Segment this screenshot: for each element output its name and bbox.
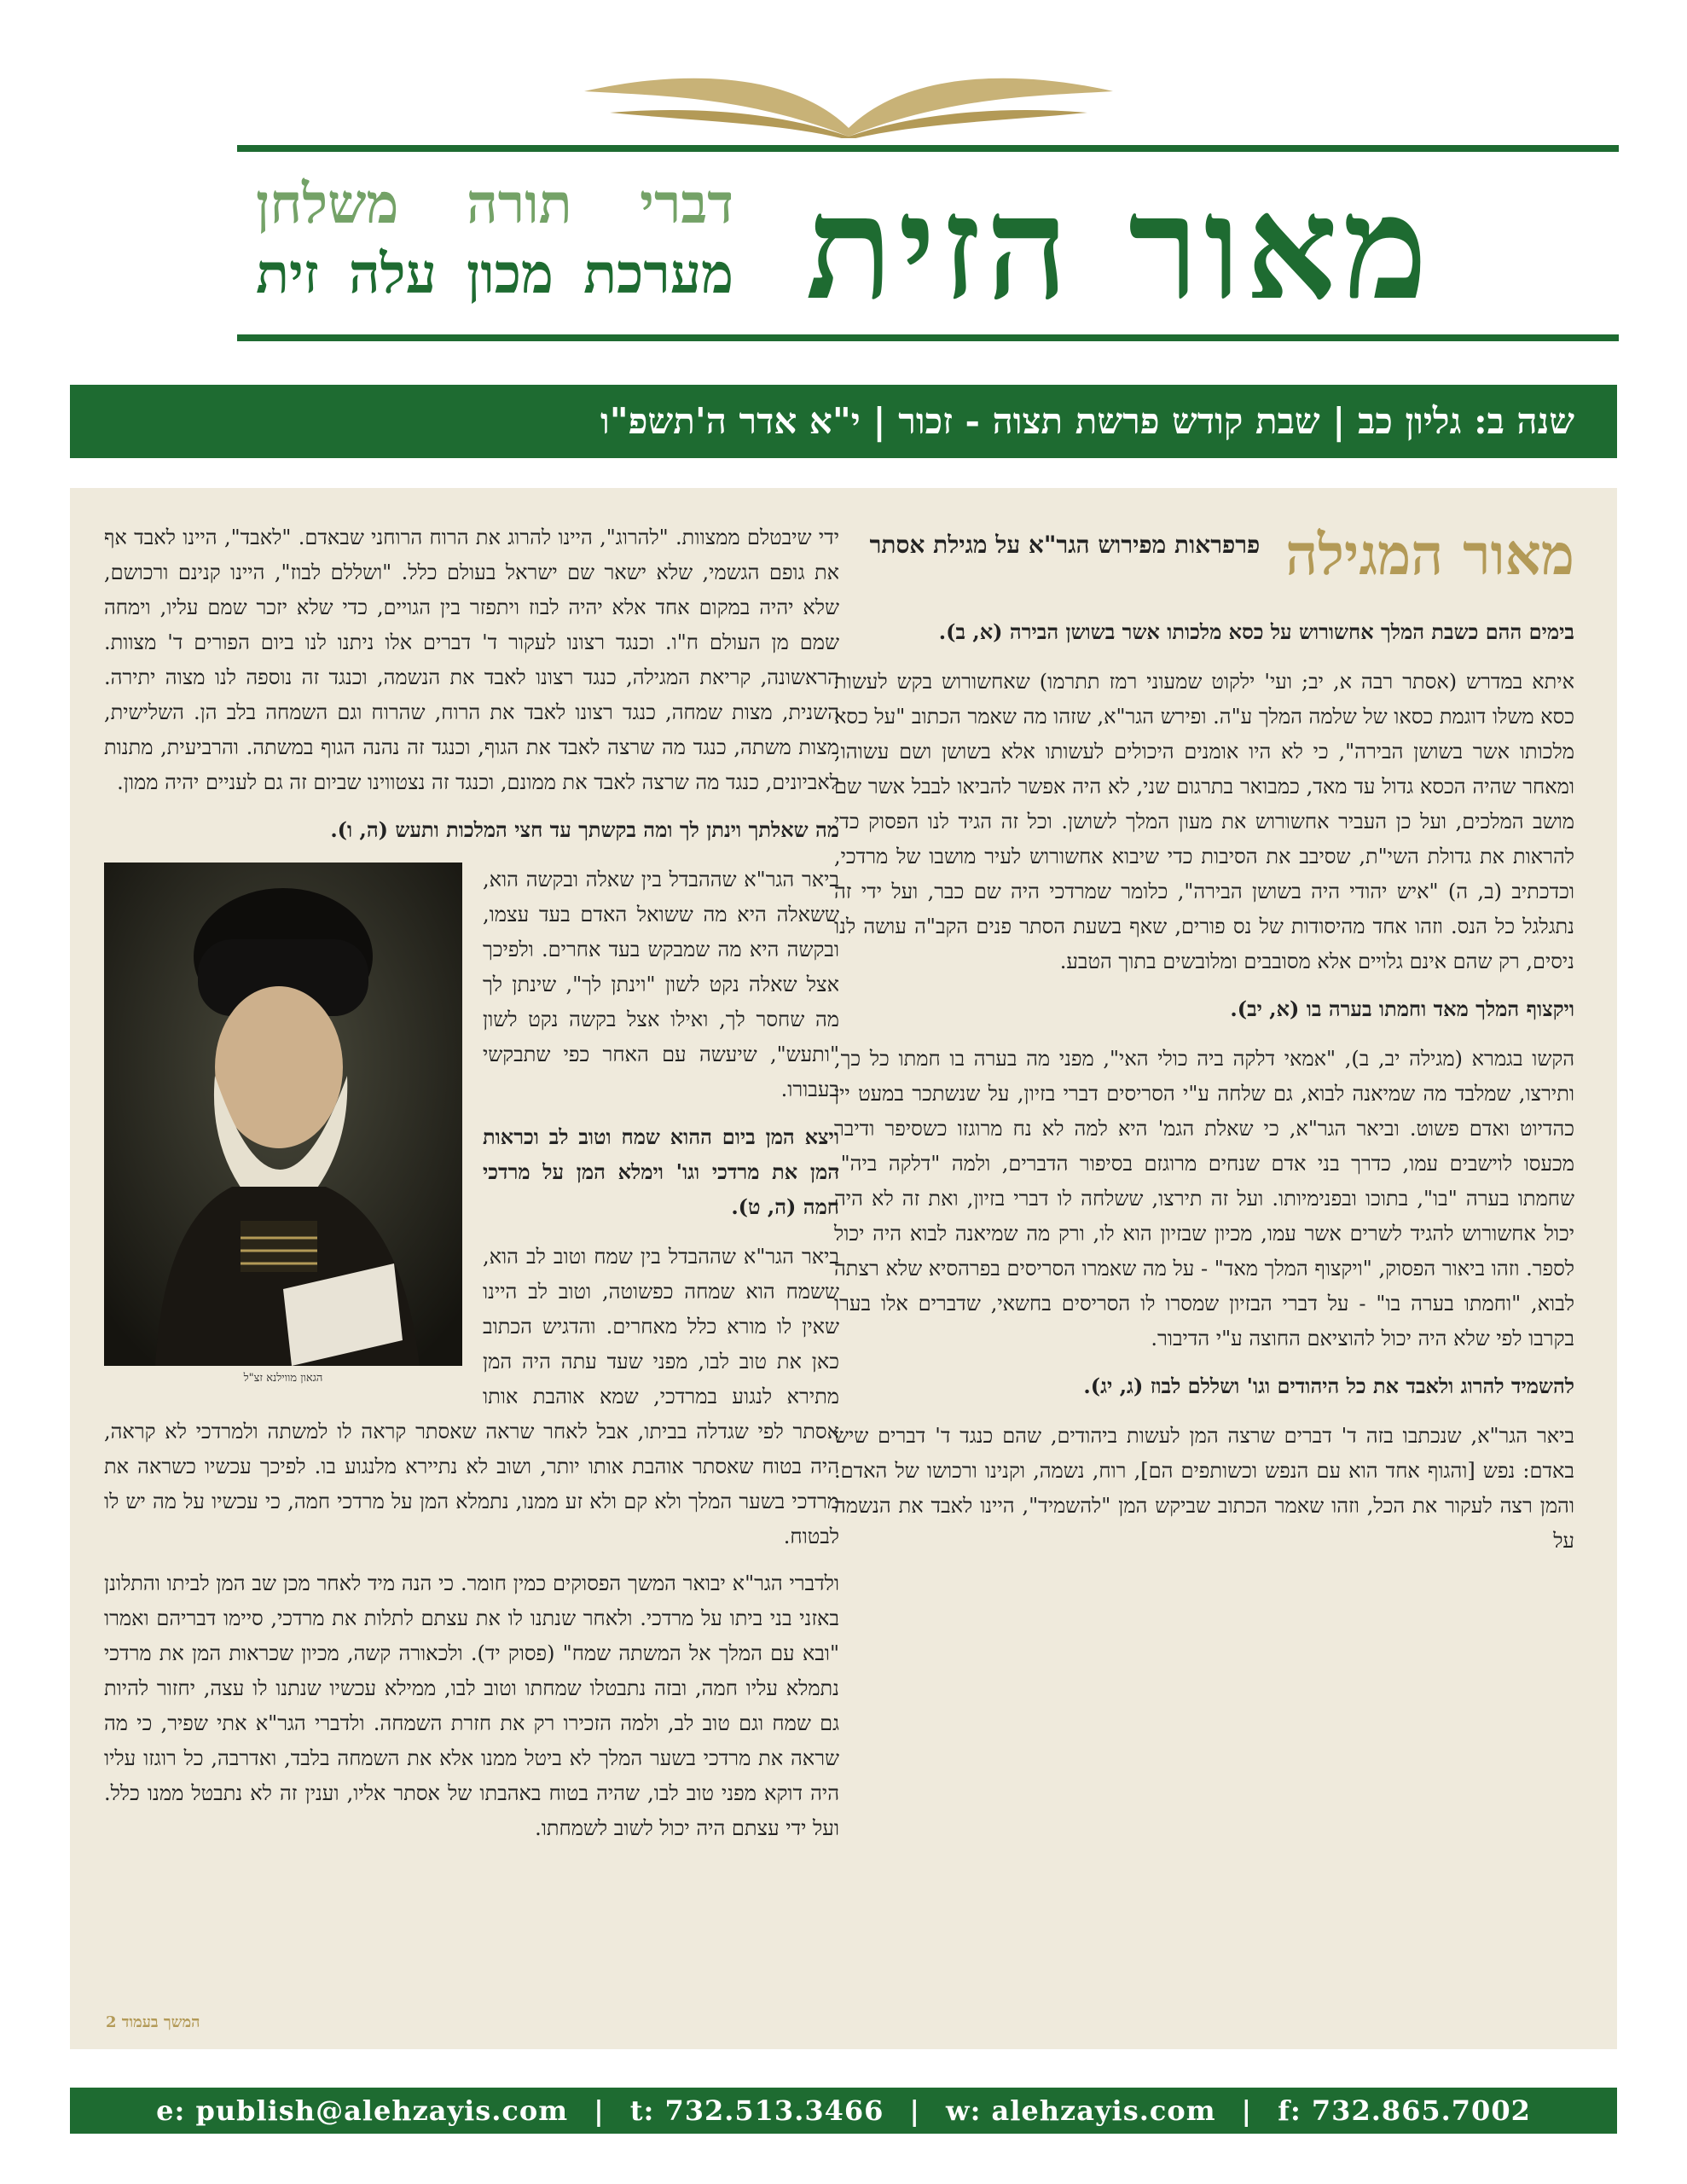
verse-heading: בימים ההם כשבת המלך אחשורוש על כסא מלכותו אשר בשושן הבירה (א, ב). (938, 619, 1574, 644)
left-column (104, 520, 839, 1858)
issue-banner: שנה ב: גליון כב | שבת קודש פרשת תצוה - זכור | י"א אדר ה'תשפ"ו (70, 385, 1617, 458)
paragraph: ידי שיבטלם ממצוות. "להרוג", היינו להרוג את הרוח הרוחני שבאדם. "לאבד", היינו לאבד אף את גופם הגשמי, שלא ישאר שם ישראל בעולם כלל. "ושללם לבוז", היינו קנינם ורכושם, שלא יהיה במקום אחד אלא יהיה לבוז ויתפזר בין הגויים, כדי שלא יזכר שמם עליו, וימחה שמם מן העולם ח"ו. וכנגד רצונו לעקור ד' דברים אלו ניתנו לנו ביום הפורים ד' מצוות. הראשונה, קריאת המגילה, כנגד רצונו לאבד את הנשמה, וכנגד זה נוספה לנו מצוה יתירה. השנית, מצות שמחה, כנגד רצונו לאבד את הרוח, שהרוח וגם השמחה בלב הן. השלישית, מצות משתה, כנגד מה שרצה לאבד את הגוף, וכנגד זה נהנה הגוף במשתה. והרביעית, מתנות לאביונים, כנגד מה שרצה לאבד את ממונם, וכנגד זה נצטווינו שביום זה גם לעניים יהיה ממון. (104, 526, 839, 794)
paragraph: ביאר הגר"א שההבדל בין שמח וטוב לב הוא, ששמח הוא שמחה כפשוטה, וטוב לב היינו שאין לו מורא כלל מאחרים. והדגיש הכתוב כאן את טוב לבו, מפני שעד עתה היה המן מתירא לנגוע במרדכי, שמא אוהבת אותו אסתר לפי שגדלה בביתו, אבל לאחר שראה שאסתר קראה לו למשתה ולמרדכי לא קראה, היה בטוח שאסתר אוהבת אותו יותר, ושוב לא נתיירא מלנגוע בו. לפיכך עכשיו כשראה את מרדכי בשער המלך ולא קם ולא זע ממנו, נתמלא המן על מרדכי חמה, כי עכשיו על מה יש לו לבטוח. (104, 1245, 840, 1548)
right-column (834, 520, 1574, 1571)
bottom-rule (237, 334, 1619, 341)
section-intro: פרפראות מפירוש הגר"א על מגילת אסתר (869, 531, 1261, 559)
portrait-image (104, 863, 462, 1391)
paragraph: איתא במדרש (אסתר רבה א, יב; ועי' ילקוט שמעוני רמז תתרמו) שאחשורוש בקש לעשות כסא משלו דוגמת כסאו של שלמה המלך ע"ה. ופירש הגר"א, שזהו מה שאמר הכתוב "על כסא מלכותו אשר בשושן הבירה", כי לא היו אומנים היכולים לעשותו אלא בשושן ושם עשוהו, ומאחר שהיה הכסא גדול עד מאד, כמבואר בתרגום שני, לא היה אפשר להביאו לבבל אשר שם מושב המלכים, ועל כן העביר אחשורוש את מעון המלך לשושן. וכל זה הגיד לנו הפסוק כדי להראות את גדולת השי"ת, שסיבב את הסיבות כדי שיבוא אחשורוש לעיר מושבו של מרדכי, וכדכתיב (ב, ה) "איש יהודי היה בשושן הבירה", כלומר שמרדכי היה שם כבר, ועל ידי זה נתגלגל כל הנס. וזהו אחד מהיסודות של נס פורים, שאף בשעת הסתר פנים הקב"ה עושה לנו ניסים, רק שהם אינם גלויים אלא מסובבים ומלובשים בתוך הטבע. (834, 670, 1574, 973)
contact-footer: e: publish@alehzayis.com | t: 732.513.3466 | w: alehzayis.com | f: 732.865.7002 (70, 2088, 1617, 2134)
section-title: מאור המגילה (1285, 521, 1574, 588)
tagline-line-1: דברי תורה משלחן (256, 172, 733, 236)
paragraph: ביאר הגר"א, שנכתבו בזה ד' דברים שרצה המן לעשות ביהודים, שהם כנגד ד' דברים שיש באדם: נפש [והגוף אחד הוא עם הנפש וכשותפים הם], רוח, נשמה, וקנינו ורכושו של האדם. והמן רצה לעקור את הכל, וזהו שאמר הכתוב שביקש המן "להשמיד", היינו לאבד את הנשמה על (834, 1424, 1575, 1553)
verse-heading: ויצא המן ביום ההוא שמח וטוב לב וכראות המן את מרדכי וגו' וימלא המן על מרדכי חמה (ה, ט). (483, 1124, 839, 1219)
verse-heading: להשמיד להרוג ולאבד את כל היהודים וגו' ושללם לבוז (ג, יג). (1083, 1374, 1574, 1398)
masthead-title: מאור הזית (805, 163, 1433, 332)
vilna-gaon-portrait-icon (104, 863, 462, 1366)
top-rule (237, 145, 1619, 152)
paragraph: הקשו בגמרא (מגילה יב, ב), "אמאי דלקה ביה כולי האי", מפני מה בערה בו חמתו כל כך, ותירצו, שמלבד מה שמיאנה לבוא, גם שלחה ע"י הסריסים דברי בזיון, על שנשתכר במעט יין כהדיוט ואדם פשוט. וביאר הגר"א, כי שאלת הגמ' היא למה לא נח מרוגזו כשסיפר ודיבר מכעסו לוישבים עמו, כדרך בני אדם שנחים מרוגזם בסיפור הדברים, ולמה "דלקה ביה", שחמתו בערה "בו", בתוכו ובפנימיותו. ועל זה תירצו, ששלחה לו דברי בזיון, ואת זה לא היה יכול אחשורוש להגיד לשרים אשר עמו, מכיון שבזיון הוא לו, ורק מה שמיאנה לבוא היה יכול לספר. וזהו ביאור הפסוק, "ויקצוף המלך מאד" - על מה שאמרו הסריסים בפרהסיא שלא רצתה לבוא, "וחמתו בערה בו" - על דברי הבזיון שמסרו לו הסריסים בחשאי, שדברים אלו בערו בקרבו לפי שלא היה יכול להוציאם החוצה ע"י הדיבור. (834, 1047, 1575, 1350)
paragraph: ביאר הגר"א שההבדל בין שאלה ובקשה הוא, ששאלה היא מה ששואל האדם בעד עצמו, ובקשה היא מה שמבקש בעד אחרים. ולפיכך אצל שאלה נקט לשון "וינתן לך", שינתן לך מה שחסר לך, ואילו אצל בקשה נקט לשון "ותעש", שיעשה עם האחר כפי שתבקשי בעבורו. (483, 868, 839, 1101)
footer-email[interactable]: e: publish@alehzayis.com (156, 2094, 569, 2127)
footer-fax: f: 732.865.7002 (1278, 2094, 1531, 2127)
tagline-line-2: מערכת מכון עלה זית (256, 242, 733, 306)
continue-note: המשך בעמוד 2 (106, 2013, 200, 2031)
footer-phone[interactable]: t: 732.513.3466 (629, 2094, 884, 2127)
paragraph: ולדברי הגר"א יבואר המשך הפסוקים כמין חומר. כי הנה מיד לאחר מכן שב המן לביתו והתלונן באזני בני ביתו על מרדכי. ולאחר שנתנו לו את עצתם לתלות את מרדכי, סיימו דבריהם ואמרו "ובא עם המלך אל המשתה שמח" (פסוק יד). ולכאורה קשה, מכיון שכראות המן את מרדכי נתמלא עליו חמה, ובזה נתבטלו שמחתו וטוב לבו, ממילא עכשיו שנתנו לו עצה, יחזור להיות גם שמח וגם טוב לב, ולמה הזכירו רק את חזרת השמחה. ולדברי הגר"א אתי שפיר, כי מה שראה את מרדכי בשער המלך לא ביטל ממנו אלא את השמחה בלבד, ואדרבה, כל רוגזו עליו היה דוקא מפני טוב לבו, שהיה בטוח באהבתו של אסתר אליו, וענין זה לא נתבטל ממנו כלל. ועל ידי עצתם היה יכול לשוב לשמחתו. (104, 1571, 839, 1840)
verse-heading: ויקצוף המלך מאד וחמתו בערה בו (א, יב). (1230, 996, 1574, 1021)
open-book-logo-icon (576, 61, 1122, 138)
right-flow (834, 614, 1574, 1559)
verse-heading: מה שאלתך וינתן לך ומה בקשתך עד חצי המלכות ותעש (ה, ו). (330, 817, 839, 842)
footer-web[interactable]: w: alehzayis.com (946, 2094, 1216, 2127)
portrait-caption: הגאון מווילנא זצ"ל (243, 1372, 323, 1385)
